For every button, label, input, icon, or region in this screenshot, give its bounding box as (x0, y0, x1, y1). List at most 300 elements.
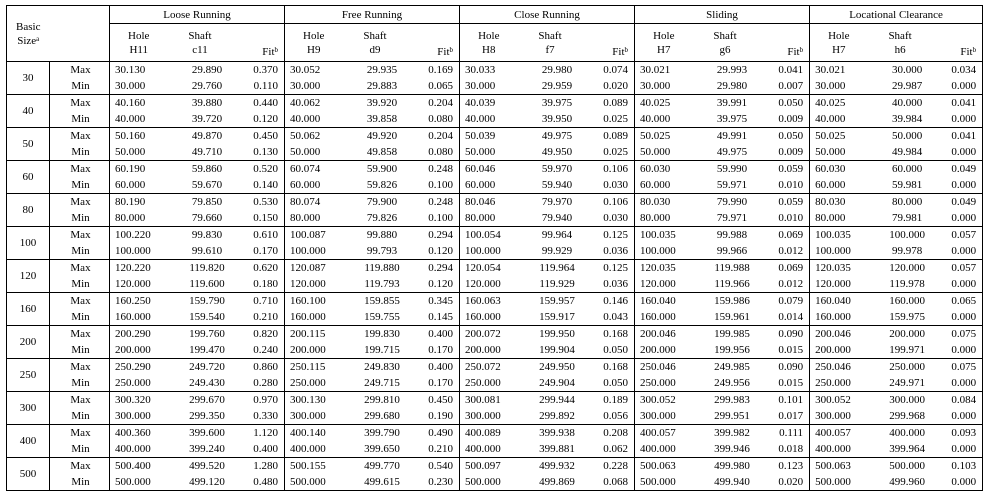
hole-label: Hole (478, 29, 500, 42)
shaft-value: 159.755 (364, 311, 400, 323)
table-row (7, 326, 983, 343)
shaft-value: 49.710 (191, 146, 223, 158)
fit-value: 0.014 (778, 311, 804, 323)
hole-value: 50.000 (810, 144, 868, 161)
table-row (7, 78, 983, 95)
hole-value: 400.000 (810, 441, 868, 458)
hole-value: 80.000 (810, 210, 868, 227)
fit-value: 0.100 (428, 179, 454, 191)
fit-value: 0.000 (951, 179, 977, 191)
hole-value: 120.000 (635, 276, 693, 293)
shaft-value: 499.869 (539, 476, 575, 488)
fit-label: Fit (612, 46, 625, 58)
shaft-value: 399.650 (364, 443, 400, 455)
hole-value: 100.000 (635, 243, 693, 260)
basic-size-cell: 60 (7, 161, 50, 194)
fit-value: 0.120 (253, 113, 278, 125)
fit-value: 0.400 (253, 443, 278, 455)
fit-value: 0.294 (428, 229, 454, 241)
shaft-value: 399.790 (364, 427, 400, 439)
shaft-value: 30.000 (891, 64, 923, 76)
shaft-value: 299.350 (189, 410, 225, 422)
fit-value: 0.089 (603, 130, 629, 142)
hole-value: 300.000 (635, 408, 693, 425)
max-label: Max (70, 328, 91, 340)
max-label: Max (70, 196, 91, 208)
shaft-value: 159.986 (714, 295, 750, 307)
max-label: Max (70, 229, 91, 241)
table-row (7, 177, 983, 194)
shaft-value: 99.610 (191, 245, 223, 257)
hole-value: 300.130 (285, 392, 343, 409)
shaft-value: 39.720 (191, 113, 223, 125)
hole-value: 200.072 (460, 326, 518, 343)
shaft-value: 199.956 (714, 344, 750, 356)
shaft-grade: d9 (369, 43, 381, 56)
basic-size-cell: 400 (7, 425, 50, 458)
fit-value: 0.820 (253, 328, 278, 340)
shaft-value: 500.000 (889, 460, 925, 472)
hole-value: 160.000 (810, 309, 868, 326)
fit-value: 0.248 (428, 163, 454, 175)
shaft-value: 99.964 (541, 229, 573, 241)
basic-size-cell: 80 (7, 194, 50, 227)
table-row (7, 359, 983, 376)
fit-value: 0.000 (951, 410, 977, 422)
shaft-value: 29.993 (716, 64, 748, 76)
hole-value: 160.000 (110, 309, 168, 326)
hole-value: 400.360 (110, 425, 168, 442)
hole-value: 50.000 (460, 144, 518, 161)
shaft-value: 250.000 (889, 361, 925, 373)
hole-value: 60.000 (460, 177, 518, 194)
shaft-value: 399.982 (714, 427, 750, 439)
hole-value: 100.220 (110, 227, 168, 244)
hole-value: 200.115 (285, 326, 343, 343)
hole-value: 200.000 (635, 342, 693, 359)
hole-value: 500.000 (110, 474, 168, 491)
shaft-value: 249.715 (364, 377, 400, 389)
hole-value: 200.000 (460, 342, 518, 359)
hole-value: 40.062 (285, 95, 343, 112)
hole-value: 500.063 (810, 458, 868, 475)
hole-value: 100.000 (285, 243, 343, 260)
max-label: Max (70, 394, 91, 406)
table-row (7, 210, 983, 227)
shaft-value: 159.790 (189, 295, 225, 307)
min-label: Min (71, 245, 90, 257)
shaft-value: 499.615 (364, 476, 400, 488)
shaft-value: 399.600 (189, 427, 225, 439)
shaft-value: 299.680 (364, 410, 400, 422)
shaft-value: 160.000 (889, 295, 925, 307)
min-label: Min (71, 344, 90, 356)
shaft-value: 299.968 (889, 410, 925, 422)
shaft-value: 99.793 (366, 245, 398, 257)
hole-value: 300.320 (110, 392, 168, 409)
shaft-value: 249.956 (714, 377, 750, 389)
shaft-value: 29.935 (366, 64, 398, 76)
shaft-value: 49.858 (366, 146, 398, 158)
basic-size-cell: 500 (7, 458, 50, 491)
hole-value: 500.400 (110, 458, 168, 475)
table-row (7, 227, 983, 244)
basic-size-cell: 160 (7, 293, 50, 326)
shaft-value: 399.938 (539, 427, 575, 439)
table-row (7, 458, 983, 475)
fit-value: 0.860 (253, 361, 278, 373)
hole-value: 100.035 (635, 227, 693, 244)
hole-value: 200.000 (285, 342, 343, 359)
fit-value: 0.000 (951, 311, 977, 323)
fit-footnote-marker: b (624, 46, 629, 54)
fit-value: 0.000 (951, 146, 977, 158)
shaft-value: 249.985 (714, 361, 750, 373)
min-label: Min (71, 476, 90, 488)
shaft-value: 159.917 (539, 311, 575, 323)
fit-label: Fit (787, 46, 800, 58)
hole-value: 120.054 (460, 260, 518, 277)
shaft-grade: c11 (192, 43, 208, 56)
shaft-value: 99.830 (191, 229, 223, 241)
shaft-value: 299.670 (189, 394, 225, 406)
min-label: Min (71, 80, 90, 92)
hole-value: 80.000 (635, 210, 693, 227)
shaft-grade: f7 (545, 43, 555, 56)
hole-value: 50.160 (110, 128, 168, 145)
hole-value: 250.046 (635, 359, 693, 376)
shaft-value: 49.920 (366, 130, 398, 142)
fit-label: Fit (437, 46, 450, 58)
fit-value: 0.208 (603, 427, 629, 439)
hole-value: 40.000 (810, 111, 868, 128)
table-row (7, 62, 983, 79)
shaft-value: 29.883 (366, 80, 398, 92)
hole-value: 250.115 (285, 359, 343, 376)
hole-value: 80.000 (110, 210, 168, 227)
shaft-value: 249.971 (889, 377, 925, 389)
fit-value: 0.049 (951, 196, 977, 208)
shaft-value: 29.959 (541, 80, 573, 92)
hole-value: 200.290 (110, 326, 168, 343)
fit-label: Fit (262, 46, 275, 58)
shaft-grade: g6 (719, 43, 731, 56)
hole-value: 120.000 (460, 276, 518, 293)
hole-value: 60.074 (285, 161, 343, 178)
fit-value: 0.100 (428, 212, 454, 224)
fit-value: 0.018 (778, 443, 804, 455)
table-row (7, 276, 983, 293)
shaft-value: 199.904 (539, 344, 575, 356)
shaft-value: 59.990 (716, 163, 748, 175)
shaft-label: Shaft (713, 29, 737, 42)
fit-value: 0.000 (951, 278, 977, 290)
shaft-value: 199.950 (539, 328, 575, 340)
shaft-value: 199.830 (364, 328, 400, 340)
shaft-header (868, 24, 933, 62)
shaft-value: 119.929 (539, 278, 575, 290)
fit-value: 0.007 (778, 80, 804, 92)
hole-value: 40.160 (110, 95, 168, 112)
hole-value: 120.087 (285, 260, 343, 277)
shaft-value: 299.892 (539, 410, 575, 422)
shaft-value: 399.881 (539, 443, 575, 455)
fit-value: 0.210 (253, 311, 278, 323)
shaft-value: 39.858 (366, 113, 398, 125)
shaft-value: 159.957 (539, 295, 575, 307)
fit-footnote-marker: b (799, 46, 804, 54)
hole-value: 80.030 (810, 194, 868, 211)
shaft-value: 159.540 (189, 311, 225, 323)
min-label: Min (71, 311, 90, 323)
shaft-value: 199.760 (189, 328, 225, 340)
hole-value: 40.000 (635, 111, 693, 128)
min-label: Min (71, 179, 90, 191)
table-row (7, 260, 983, 277)
fit-value: 0.010 (778, 179, 804, 191)
fit-value: 0.168 (603, 361, 629, 373)
hole-value: 100.054 (460, 227, 518, 244)
fit-value: 0.123 (778, 460, 804, 472)
table-row (7, 408, 983, 425)
hole-value: 50.039 (460, 128, 518, 145)
group-title: Loose Running (110, 6, 285, 24)
shaft-value: 40.000 (891, 97, 923, 109)
fit-value: 0.075 (951, 328, 977, 340)
table-row (7, 194, 983, 211)
hole-value: 40.025 (810, 95, 868, 112)
hole-value: 250.000 (810, 375, 868, 392)
hole-value: 250.072 (460, 359, 518, 376)
shaft-value: 249.720 (189, 361, 225, 373)
shaft-value: 59.970 (541, 163, 573, 175)
shaft-value: 299.810 (364, 394, 400, 406)
hole-value: 400.000 (110, 441, 168, 458)
basic-size-cell: 50 (7, 128, 50, 161)
fit-value: 0.330 (253, 410, 278, 422)
shaft-value: 499.120 (189, 476, 225, 488)
fit-value: 0.230 (428, 476, 454, 488)
table-row (7, 243, 983, 260)
fit-value: 0.093 (951, 427, 977, 439)
shaft-value: 79.971 (716, 212, 748, 224)
fit-value: 0.036 (603, 245, 629, 257)
hole-value: 100.000 (810, 243, 868, 260)
fit-value: 0.540 (428, 460, 454, 472)
fit-value: 0.180 (253, 278, 278, 290)
shaft-value: 59.940 (541, 179, 573, 191)
fit-value: 0.970 (253, 394, 278, 406)
fit-value: 0.170 (253, 245, 278, 257)
hole-value: 30.000 (460, 78, 518, 95)
shaft-header (518, 24, 583, 62)
hole-value: 30.021 (635, 62, 693, 79)
hole-value: 300.081 (460, 392, 518, 409)
fit-value: 0.000 (951, 80, 977, 92)
hole-value: 80.074 (285, 194, 343, 211)
fit-value: 0.000 (951, 344, 977, 356)
hole-value: 160.063 (460, 293, 518, 310)
shaft-value: 79.970 (541, 196, 573, 208)
fit-value: 0.130 (253, 146, 278, 158)
hole-value: 50.000 (635, 144, 693, 161)
hole-value: 160.000 (635, 309, 693, 326)
fit-value: 0.248 (428, 196, 454, 208)
hole-value: 160.000 (285, 309, 343, 326)
hole-value: 40.000 (110, 111, 168, 128)
fit-value: 0.050 (778, 130, 804, 142)
hole-value: 120.000 (810, 276, 868, 293)
basic-size-cell: 250 (7, 359, 50, 392)
fit-value: 0.036 (603, 278, 629, 290)
fit-value: 0.025 (603, 146, 629, 158)
hole-value: 40.025 (635, 95, 693, 112)
fit-value: 0.012 (778, 245, 804, 257)
fit-value: 0.145 (428, 311, 454, 323)
hole-grade: H9 (307, 43, 321, 56)
shaft-value: 79.981 (891, 212, 923, 224)
shaft-value: 99.966 (716, 245, 748, 257)
hole-value: 60.000 (285, 177, 343, 194)
shaft-value: 59.826 (366, 179, 398, 191)
fit-value: 0.125 (603, 262, 629, 274)
hole-value: 120.220 (110, 260, 168, 277)
fit-value: 0.120 (428, 278, 454, 290)
fit-value: 0.056 (603, 410, 629, 422)
hole-value: 400.140 (285, 425, 343, 442)
min-label: Min (71, 410, 90, 422)
max-label: Max (70, 262, 91, 274)
hole-value: 500.155 (285, 458, 343, 475)
shaft-value: 29.980 (541, 64, 573, 76)
fit-value: 0.480 (253, 476, 278, 488)
fit-value: 0.084 (951, 394, 977, 406)
table-row (7, 161, 983, 178)
hole-value: 50.000 (110, 144, 168, 161)
shaft-value: 79.990 (716, 196, 748, 208)
min-label: Min (71, 146, 90, 158)
hole-value: 40.000 (460, 111, 518, 128)
shaft-value: 29.890 (191, 64, 223, 76)
fit-value: 0.090 (778, 328, 804, 340)
min-label: Min (71, 113, 90, 125)
shaft-value: 400.000 (889, 427, 925, 439)
fit-header (933, 24, 983, 62)
shaft-value: 249.904 (539, 377, 575, 389)
hole-value: 250.000 (110, 375, 168, 392)
shaft-value: 59.860 (191, 163, 223, 175)
shaft-label: Shaft (363, 29, 387, 42)
table-row (7, 309, 983, 326)
fit-value: 0.020 (603, 80, 629, 92)
hole-value: 60.000 (810, 177, 868, 194)
shaft-value: 39.920 (366, 97, 398, 109)
shaft-value: 39.880 (191, 97, 223, 109)
hole-value: 250.000 (635, 375, 693, 392)
shaft-value: 159.975 (889, 311, 925, 323)
hole-grade: H7 (832, 43, 846, 56)
fit-value: 0.075 (951, 361, 977, 373)
fit-value: 0.280 (253, 377, 278, 389)
max-label: Max (70, 460, 91, 472)
fit-value: 0.169 (428, 64, 454, 76)
fit-value: 0.000 (951, 212, 977, 224)
shaft-value: 99.929 (541, 245, 573, 257)
hole-value: 500.000 (460, 474, 518, 491)
shaft-value: 499.960 (889, 476, 925, 488)
max-label: Max (70, 64, 91, 76)
fit-value: 0.370 (253, 64, 278, 76)
hole-value: 300.000 (460, 408, 518, 425)
fit-value: 0.079 (778, 295, 804, 307)
fit-label: Fit (960, 46, 973, 58)
hole-value: 60.000 (110, 177, 168, 194)
hole-value: 120.035 (635, 260, 693, 277)
hole-value: 120.000 (285, 276, 343, 293)
hole-value: 60.190 (110, 161, 168, 178)
hole-value: 50.062 (285, 128, 343, 145)
shaft-value: 99.978 (891, 245, 923, 257)
hole-value: 160.000 (460, 309, 518, 326)
hole-value: 200.000 (110, 342, 168, 359)
hole-value: 30.000 (285, 78, 343, 95)
hole-header (635, 24, 693, 62)
fit-header (583, 24, 635, 62)
shaft-label: Shaft (888, 29, 912, 42)
shaft-value: 79.940 (541, 212, 573, 224)
shaft-header (168, 24, 233, 62)
hole-value: 60.000 (635, 177, 693, 194)
fit-value: 0.034 (951, 64, 977, 76)
fit-value: 0.103 (951, 460, 977, 472)
hole-value: 80.190 (110, 194, 168, 211)
max-label: Max (70, 295, 91, 307)
shaft-value: 399.964 (889, 443, 925, 455)
fit-value: 0.520 (253, 163, 278, 175)
fit-value: 0.049 (951, 163, 977, 175)
table-row (7, 111, 983, 128)
hole-header (285, 24, 343, 62)
shaft-value: 99.880 (366, 229, 398, 241)
fit-value: 0.050 (778, 97, 804, 109)
hole-value: 50.025 (810, 128, 868, 145)
table-row (7, 474, 983, 491)
fit-value: 0.168 (603, 328, 629, 340)
shaft-value: 59.971 (716, 179, 748, 191)
hole-grade: H8 (482, 43, 496, 56)
shaft-value: 499.940 (714, 476, 750, 488)
shaft-value: 100.000 (889, 229, 925, 241)
max-label: Max (70, 427, 91, 439)
fit-value: 0.015 (778, 377, 804, 389)
shaft-value: 29.980 (716, 80, 748, 92)
hole-value: 500.097 (460, 458, 518, 475)
max-label: Max (70, 163, 91, 175)
shaft-value: 399.946 (714, 443, 750, 455)
table-row (7, 95, 983, 112)
shaft-value: 79.900 (366, 196, 398, 208)
fit-value: 0.041 (951, 130, 977, 142)
fit-value: 0.490 (428, 427, 454, 439)
hole-value: 30.000 (635, 78, 693, 95)
fit-value: 0.017 (778, 410, 804, 422)
shaft-value: 119.793 (364, 278, 400, 290)
fit-footnote-marker: b (274, 46, 278, 54)
fit-value: 0.069 (778, 229, 804, 241)
basic-size-cell: 200 (7, 326, 50, 359)
basic-size-header (7, 6, 50, 62)
hole-value: 160.040 (810, 293, 868, 310)
